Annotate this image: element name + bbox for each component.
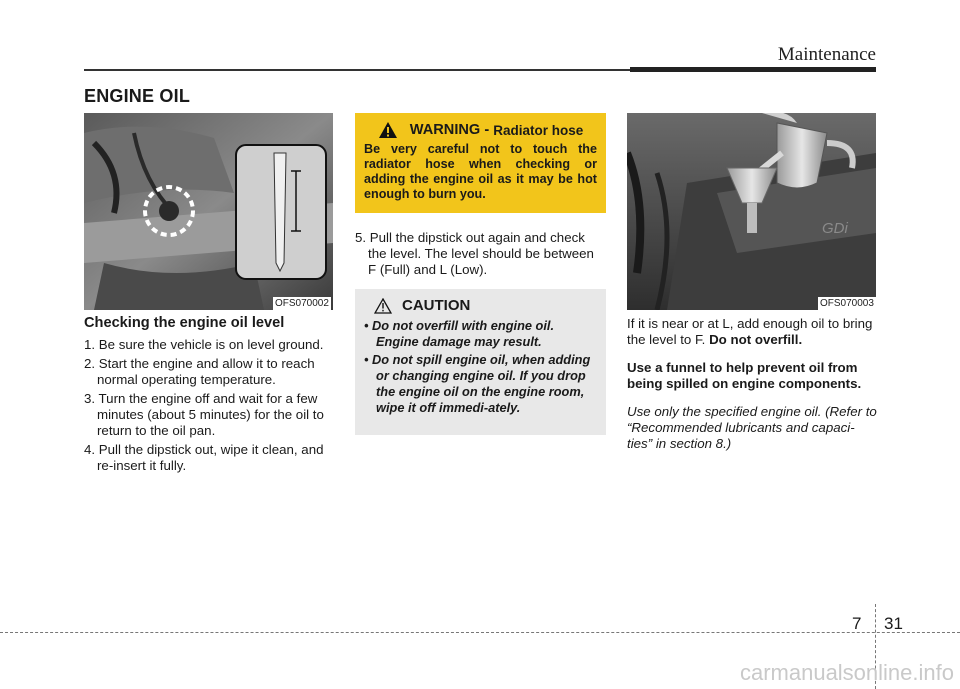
warning-text: Be very careful not to touch the radiator hose when checking or adding the engine oil as it may be hot enough to burn you. <box>364 142 597 201</box>
photo-caption-right: OFS070003 <box>820 298 874 309</box>
warning-label: WARNING - <box>409 122 490 138</box>
warning-heading <box>364 121 597 139</box>
caution-item: • Do not overfill with engine oil. Engine damage may result. <box>364 318 555 349</box>
caution-box <box>355 289 606 435</box>
warning-triangle-icon <box>378 121 398 139</box>
section-title: ENGINE OIL <box>84 86 191 106</box>
photo-caption-left: OFS070002 <box>275 298 329 309</box>
funnel-paragraph: Use a funnel to help prevent oil from being spilled on engine components. <box>627 360 862 391</box>
step-2: 2. Start the engine and allow it to reach normal operating temperature. <box>84 356 315 387</box>
header-title: Maintenance <box>777 44 876 65</box>
step-4: 4. Pull the dipstick out, wipe it clean, and re-insert it fully. <box>84 442 324 473</box>
footer-dashed-line <box>0 632 960 633</box>
caution-item: • Do not spill engine oil, when adding or changing engine oil. If you drop the engine oil on the engine room, wipe it off immedi-ately. <box>364 352 591 415</box>
page-number: 31 <box>884 614 903 633</box>
chapter-number: 7 <box>852 614 862 633</box>
engine-badge: GDi <box>822 220 848 237</box>
caution-heading <box>374 297 597 314</box>
header-rule-accent <box>630 67 876 72</box>
engine-dipstick-illustration <box>84 113 333 310</box>
caution-label: CAUTION <box>402 297 471 314</box>
subheading-checking-oil: Checking the engine oil level <box>84 315 285 331</box>
specified-oil-paragraph: Use only the specified engine oil. (Refer to “Recommended lubricants and capaci-ties” in section 8.) <box>627 404 877 451</box>
left-column <box>84 315 334 477</box>
right-column <box>627 316 877 464</box>
step-1: 1. Be sure the vehicle is on level ground. <box>84 337 324 352</box>
step-5: 5. Pull the dipstick out again and check the level. The level should be between F (Full) and L (Low). <box>355 230 594 277</box>
oil-pouring-illustration <box>627 113 876 310</box>
caution-triangle-icon <box>374 298 392 314</box>
oil-level-paragraph <box>627 316 877 348</box>
step-3: 3. Turn the engine off and wait for a few minutes (about 5 minutes) for the oil to return to the oil pan. <box>84 391 324 438</box>
middle-step <box>355 230 605 281</box>
warning-box <box>355 113 606 213</box>
oil-level-text: If it is near or at L, add enough oil to bring the level to F. <box>627 316 873 347</box>
do-not-overfill-text: Do not overfill. <box>709 332 803 347</box>
photo-engine-dipstick <box>84 113 333 310</box>
watermark: carmanualsonline.info <box>739 660 954 685</box>
warning-topic: Radiator hose <box>493 122 584 138</box>
photo-oil-funnel <box>627 113 876 310</box>
